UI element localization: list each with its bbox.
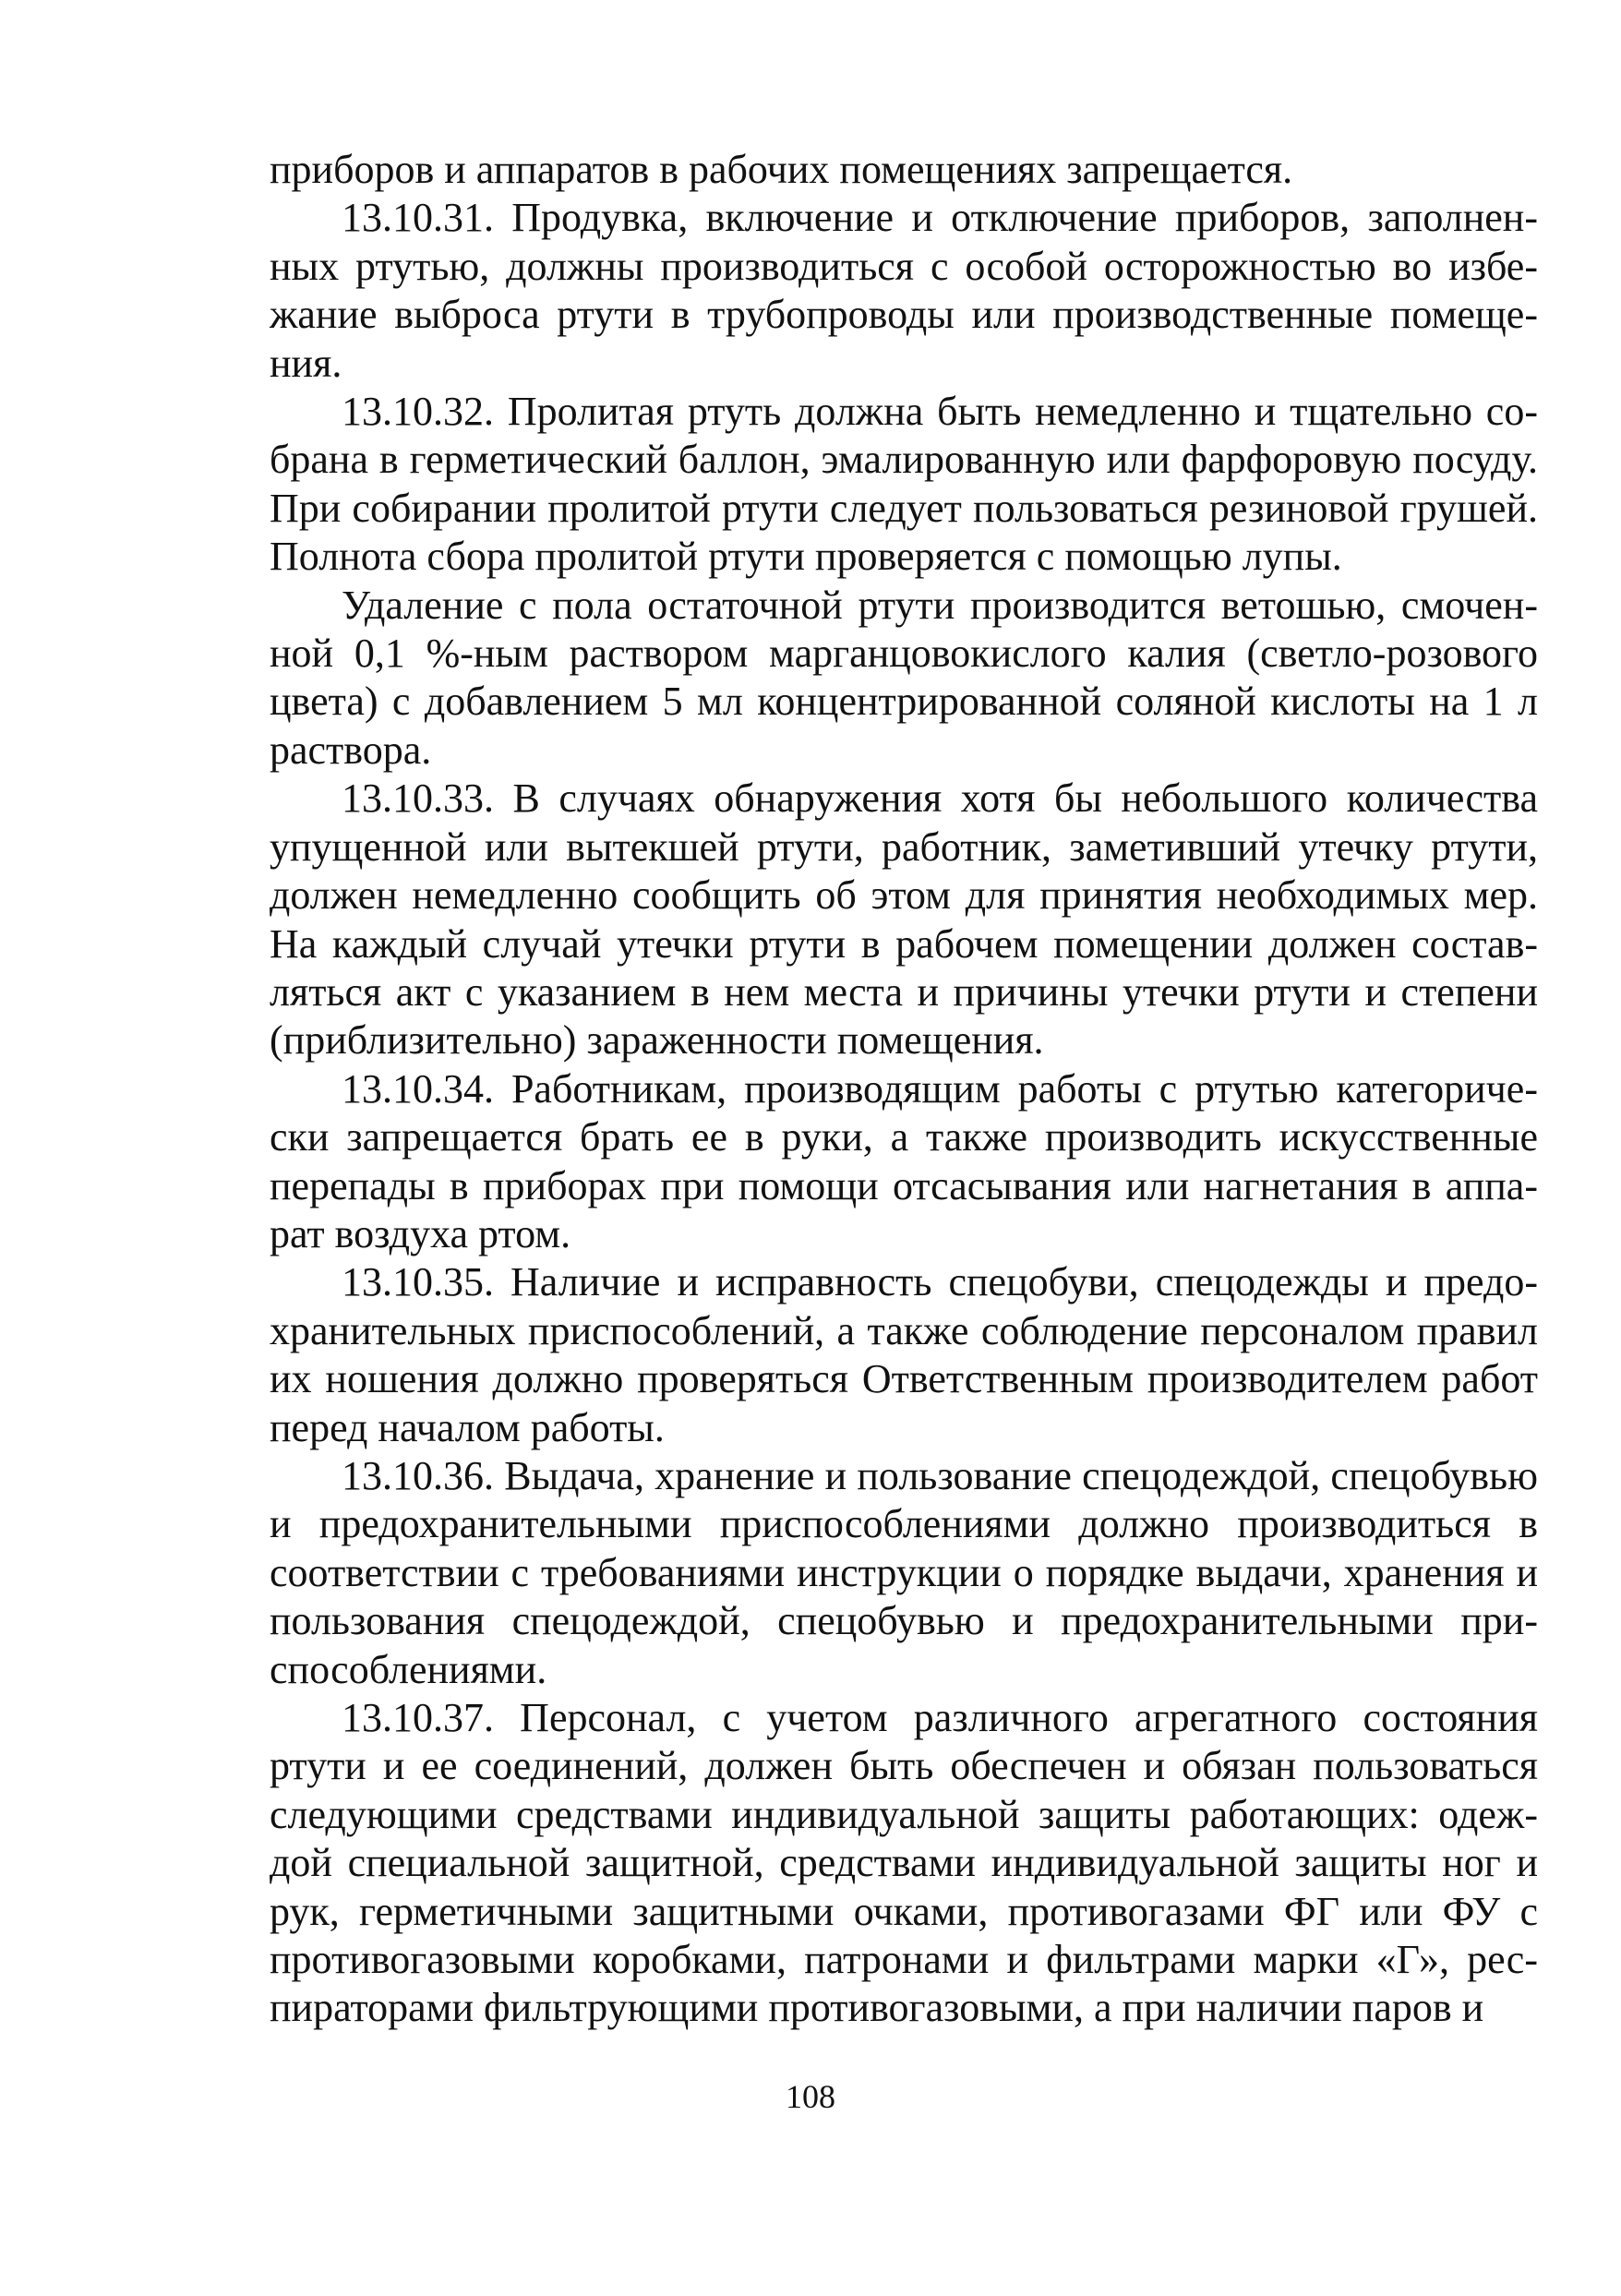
paragraph-mercury-removal: Удаление с пола остаточной ртути производится ветошью, смоченной 0,1 %-ным раствором марганцовокислого калия (светло-розового цвета) с добавлением 5 мл концентрированной соляной кислоты на 1 л раствора. bbox=[270, 582, 1538, 773]
paragraph-13-10-37: 13.10.37. Персонал, с учетом различного агрегатного состояния ртути и ее соединений, должен быть обеспечен и обязан пользоваться следующими средствами индивидуальной защиты работающих: одеждой специальной защитной, средствами индивидуальной защиты ног и рук, герметичными защитными очками, противогазами ФГ или ФУ с противогазовыми коробками, патронами и фильтрами марки «Г», респираторами фильтрующими противогазовыми, а при наличии паров и bbox=[270, 1695, 1538, 2031]
paragraph-13-10-35: 13.10.35. Наличие и исправность спецобуви, спецодежды и предохранительных приспособлений, а также соблюдение персоналом правил их ношения должно проверяться Ответственным производителем работ перед началом работы. bbox=[270, 1259, 1538, 1450]
paragraph-13-10-32: 13.10.32. Пролитая ртуть должна быть немедленно и тщательно собрана в герметический баллон, эмалированную или фарфоровую посуду. При собирании пролитой ртути следует пользоваться резиновой грушей. Полнота сбора пролитой ртути проверяется с помощью лупы. bbox=[270, 389, 1538, 580]
paragraph-13-10-31: 13.10.31. Продувка, включение и отключение приборов, заполненных ртутью, должны производиться с особой осторожностью во избежание выброса ртути в трубопроводы или производственные помещения. bbox=[270, 195, 1538, 386]
paragraph-continuation: приборов и аппаратов в рабочих помещениях запрещается. bbox=[270, 147, 1293, 192]
body-text bbox=[270, 146, 1538, 2033]
paragraph-13-10-36: 13.10.36. Выдача, хранение и пользование спецодеждой, спецобувью и предохранительными приспособлениями должно производиться в соответствии с требованиями инструкции о порядке выдачи, хранения и пользования спецодеждой, спецобувью и предохранительными приспособлениями. bbox=[270, 1452, 1538, 1692]
paragraph-13-10-34: 13.10.34. Работникам, производящим работы с ртутью категорически запрещается брать ее в руки, а также производить искусственные перепады в приборах при помощи отсасывания или нагнетания в аппарат воздуха ртом. bbox=[270, 1065, 1538, 1256]
page-number: 108 bbox=[786, 2078, 835, 2115]
paragraph-13-10-33: 13.10.33. В случаях обнаружения хотя бы небольшого количества упущенной или вытекшей ртути, работник, заметивший утечку ртути, должен немедленно сообщить об этом для принятия необходимых мер. На каждый случай утечки ртути в рабочем помещении должен составляться акт с указанием в нем места и причины утечки ртути и степени (приблизительно) зараженности помещения. bbox=[270, 775, 1538, 1064]
